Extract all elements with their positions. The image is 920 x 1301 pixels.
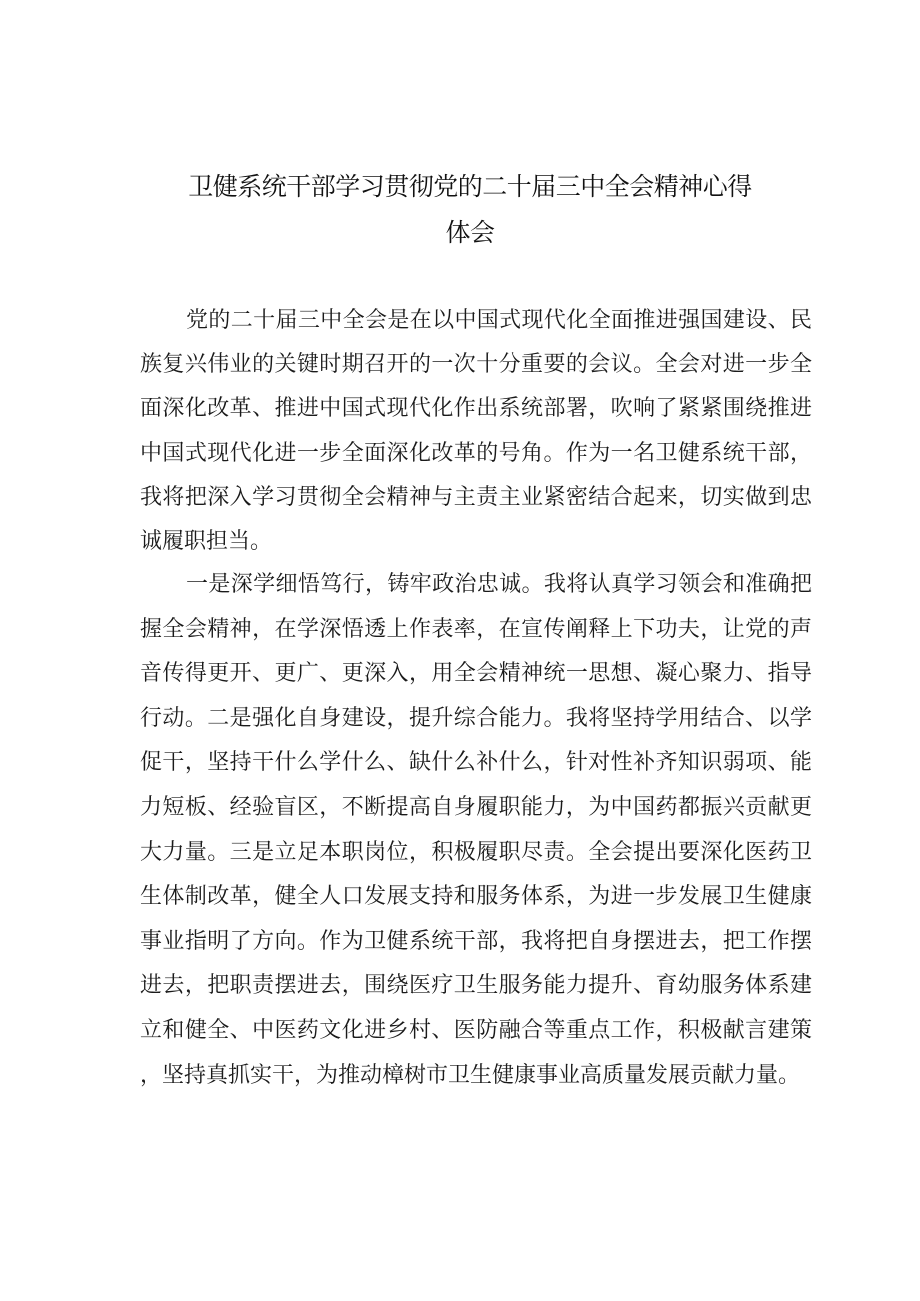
body-paragraph-2: 一是深学细悟笃行，铸牢政治忠诚。我将认真学习领会和准确把握全会精神，在学深悟透上作表率，在宣传阐释上下功夫，让党的声音传得更开、更广、更深入，用全会精神统一思想、凝心聚力、指导行动。二是强化自身建设，提升综合能力。我将坚持学用结合、以学促干，坚持干什么学什么、缺什么补什么，针对性补齐知识弱项、能力短板、经验盲区，不断提高自身履职能力，为中国药都振兴贡献更大力量。三是立足本职岗位，积极履职尽责。全会提出要深化医药卫生体制改革，健全人口发展支持和服务体系，为进一步发展卫生健康事业指明了方向。作为卫健系统干部，我将把自身摆进去，把工作摆进去，把职责摆进去，围绕医疗卫生服务能力提升、育幼服务体系建立和健全、中医药文化进乡村、医防融合等重点工作，积极献言建策，坚持真抓实干，为推动樟树市卫生健康事业高质量发展贡献力量。 bbox=[140, 572, 812, 1088]
document-title-line-2: 体会 bbox=[445, 218, 495, 247]
body-paragraph-1: 党的二十届三中全会是在以中国式现代化全面推进强国建设、民族复兴伟业的关键时期召开的一次十分重要的会议。全会对进一步全面深化改革、推进中国式现代化作出系统部署，吹响了紧紧围绕推进中国式现代化进一步全面深化改革的号角。作为一名卫健系统干部，我将把深入学习贯彻全会精神与主责主业紧密结合起来，切实做到忠诚履职担当。 bbox=[140, 308, 812, 555]
document-title-line-1: 卫健系统干部学习贯彻党的二十届三中全会精神心得 bbox=[188, 172, 752, 201]
